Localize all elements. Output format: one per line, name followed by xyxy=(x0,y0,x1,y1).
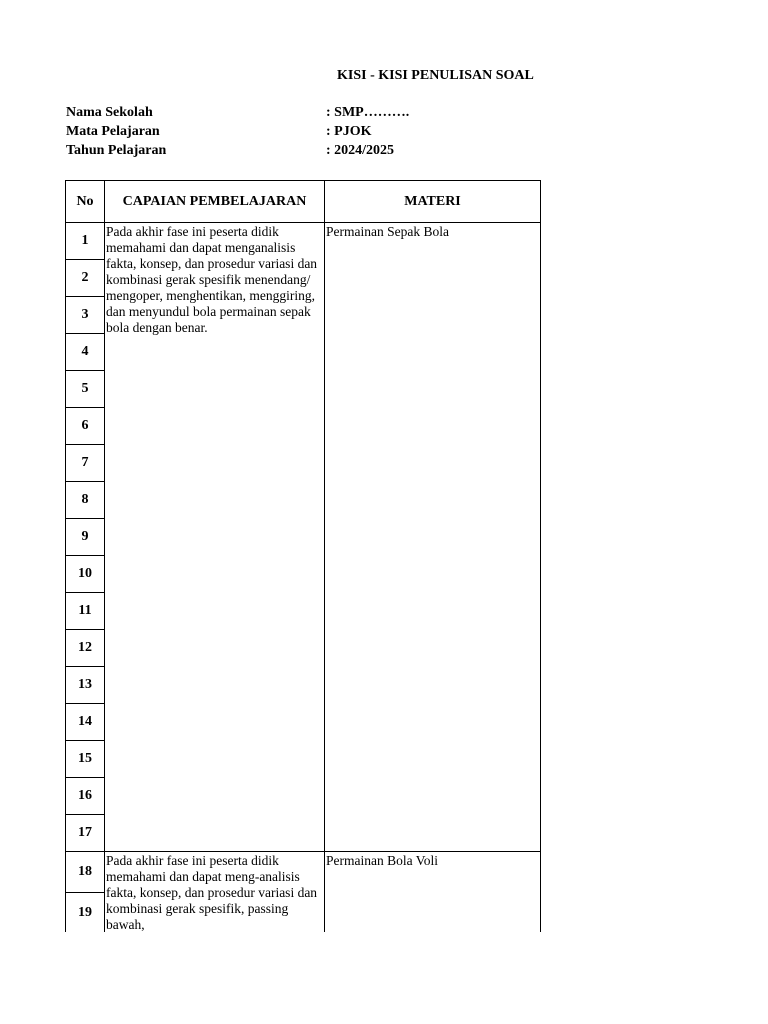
table-body xyxy=(66,223,541,933)
row-number: 17 xyxy=(66,815,105,852)
meta-value-year: : 2024/2025 xyxy=(326,143,395,158)
capaian-pembelajaran-text: Pada akhir fase ini peserta didik memahami dan dapat menganalisis fakta, konsep, dan prosedur variasi dan kombinasi gerak spesifik menendang/ mengoper, menghentikan, menggiring, dan menyundul bola permainan sepak bola dengan benar. xyxy=(106,224,318,335)
row-number: 14 xyxy=(66,704,105,741)
row-number: 7 xyxy=(66,445,105,482)
header-no: No xyxy=(66,181,105,223)
meta-value-school: : SMP………. xyxy=(326,105,410,120)
kisi-table xyxy=(65,180,541,932)
row-number: 2 xyxy=(66,260,105,297)
row-number: 12 xyxy=(66,630,105,667)
row-number: 18 xyxy=(66,852,105,893)
materi-cell: Permainan Bola Voli xyxy=(325,852,541,933)
row-number: 6 xyxy=(66,408,105,445)
row-number: 1 xyxy=(66,223,105,260)
kisi-table-container xyxy=(65,180,541,932)
meta-value-subject: : PJOK xyxy=(326,124,372,139)
row-number: 15 xyxy=(66,741,105,778)
row-number: 19 xyxy=(66,893,105,933)
capaian-pembelajaran-text: Pada akhir fase ini peserta didik memahami dan dapat meng-analisis fakta, konsep, dan prosedur variasi dan kombinasi gerak spesifik, passing bawah, xyxy=(106,853,318,932)
row-number: 4 xyxy=(66,334,105,371)
table-row xyxy=(66,223,541,260)
capaian-pembelajaran-cell xyxy=(105,852,325,933)
document-title: KISI - KISI PENULISAN SOAL xyxy=(337,68,534,83)
row-number: 13 xyxy=(66,667,105,704)
row-number: 10 xyxy=(66,556,105,593)
header-capaian: CAPAIAN PEMBELAJARAN xyxy=(105,181,325,223)
row-number: 8 xyxy=(66,482,105,519)
table-row xyxy=(66,852,541,893)
header-materi: MATERI xyxy=(325,181,541,223)
row-number: 9 xyxy=(66,519,105,556)
meta-label-school: Nama Sekolah xyxy=(66,105,153,120)
table-header-row xyxy=(66,181,541,223)
meta-label-subject: Mata Pelajaran xyxy=(66,124,160,139)
row-number: 3 xyxy=(66,297,105,334)
row-number: 11 xyxy=(66,593,105,630)
capaian-pembelajaran-cell xyxy=(105,223,325,852)
materi-cell: Permainan Sepak Bola xyxy=(325,223,541,852)
row-number: 16 xyxy=(66,778,105,815)
meta-label-year: Tahun Pelajaran xyxy=(66,143,167,158)
row-number: 5 xyxy=(66,371,105,408)
